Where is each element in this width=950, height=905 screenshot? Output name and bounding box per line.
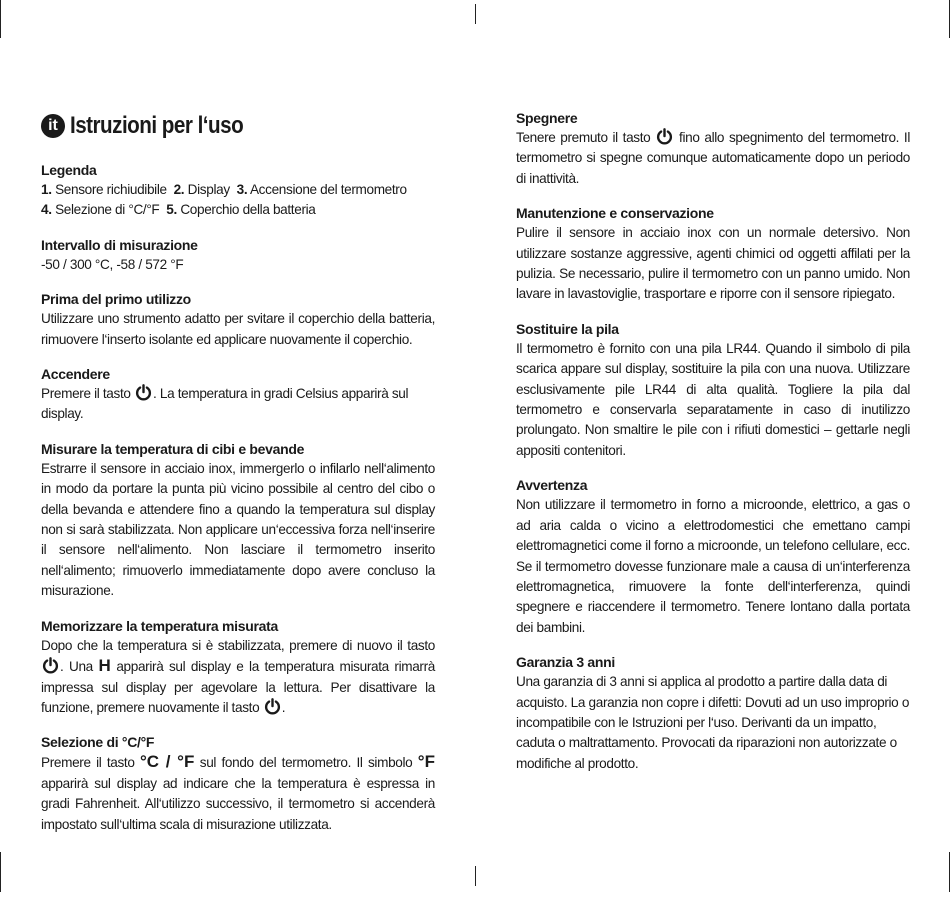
first-use-text: Utilizzare uno strumento adatto per svitare il coperchio della batteria, rimuovere l‘inserto isolante ed applicare nuovamente il coperchio.	[41, 311, 435, 347]
memory-text-b: . Una	[60, 659, 93, 675]
section-measure	[41, 439, 435, 602]
battery-heading: Sostituire la pila	[516, 320, 619, 337]
power-icon	[656, 128, 673, 145]
section-warning	[516, 475, 910, 638]
memory-text	[41, 636, 435, 719]
unit-select-heading: Selezione di °C/°F	[41, 734, 155, 751]
power-on-text	[41, 384, 435, 425]
section-first-use	[41, 289, 435, 350]
unit-select-text-b: sul fondo del termometro. Il simbolo	[199, 755, 413, 771]
warning-heading: Avvertenza	[516, 477, 588, 494]
warning-text: Non utilizzare il termometro in forno a microonde, elettrico, a gas o ad aria calda o vicino a elettrodomestici che emettano campi elettromagnetici come il forno a microonde, un telefono cellulare, ecc. Se il termometro dovesse funzionare male a causa di un‘interferenza elettromagnetica, rimuovere la fonte dell‘interferenza, quindi spegnere e riaccendere il termometro. Tenere lontano dalla portata dei bambini.	[516, 497, 910, 635]
section-battery	[516, 319, 910, 461]
language-badge-icon: it	[41, 114, 65, 138]
section-maintenance	[516, 203, 910, 305]
right-column	[516, 108, 910, 774]
power-on-text-a: Premere il tasto	[41, 386, 131, 402]
section-power-on	[41, 364, 435, 425]
fahrenheit-symbol-icon: °F	[417, 752, 435, 772]
legend-label-3: Accensione del termometro	[249, 182, 407, 197]
maintenance-text: Pulire il sensore in acciaio inox con un normale detersivo. Non utilizzare sostanze aggressive, agenti chimici od oggetti affilati per la pulizia. Se necessario, pulire il termometro con un panno umido. Non lavare in lavastoviglie, trasportare e riporre con il sensore ripiegato.	[516, 225, 910, 302]
legend-heading: Legenda	[41, 162, 97, 178]
section-range	[41, 235, 435, 275]
maintenance-heading: Manutenzione e conservazione	[516, 205, 714, 222]
unit-select-text-c: apparirà sul display ad indicare che la temperatura è espressa in gradi Fahrenheit. All‘utilizzo successivo, il termometro si accenderà impostato sull‘ultima scala di misurazione utilizzata.	[41, 775, 435, 832]
measure-text: Estrarre il sensore in acciaio inox, immergerlo o infilarlo nell‘alimento in modo da portare la punta più vicino possibile al centro del cibo o della bevanda e attendere fino a quando la temperatura sul display non si sarà stabilizzata. Non applicare un‘eccessiva forza nell‘inserire il sensore nell‘alimento. Non lasciare il termometro inserito nell‘alimento; rimuoverlo immediatamente dopo avere concluso la misurazione.	[41, 460, 435, 599]
page-title	[41, 110, 435, 142]
unit-select-text-a: Premere il tasto	[41, 755, 135, 771]
left-column	[41, 108, 435, 835]
measure-heading: Misurare la temperatura di cibi e bevande	[41, 440, 305, 457]
section-unit-select	[41, 732, 435, 835]
power-off-text-a: Tenere premuto il tasto	[516, 130, 651, 145]
legend-label-1: Sensore richiudibile	[55, 182, 167, 197]
legend-label-2: Display	[187, 182, 230, 197]
power-off-text	[516, 128, 910, 189]
crop-mark-top	[475, 4, 476, 24]
power-icon	[42, 657, 59, 674]
crop-mark-left-bottom	[0, 852, 1, 892]
unit-toggle-icon: °C / °F	[139, 752, 195, 772]
power-off-heading: Spegnere	[516, 110, 578, 126]
power-icon	[135, 384, 152, 401]
section-memory	[41, 616, 435, 719]
title-text: Istruzioni per l‘uso	[70, 112, 244, 139]
power-off-text-b: fino allo spegnimento del termometro. Il termometro si spegne comunque automaticamente dopo un periodo di inattività.	[516, 130, 910, 186]
legend-num-3: 3.	[236, 182, 248, 197]
section-warranty	[516, 652, 910, 774]
memory-text-c: apparirà sul display e la temperatura misurata rimarrà impressa sul display per agevolare la lettura. Per disattivare la funzione, premere nuovamente il tasto	[41, 659, 435, 715]
memory-heading: Memorizzare la temperatura misurata	[41, 617, 278, 634]
power-on-heading: Accendere	[41, 366, 110, 383]
legend-num-5: 5.	[166, 202, 177, 218]
memory-text-a: Dopo che la temperatura si è stabilizzata, premere di nuovo il tasto	[41, 637, 435, 653]
legend-num-4: 4.	[41, 202, 52, 218]
range-text: -50 / 300 °C, -58 / 572 °F	[41, 256, 184, 272]
range-heading: Intervallo di misurazione	[41, 236, 198, 253]
crop-mark-left-top	[0, 0, 1, 38]
warranty-text: Una garanzia di 3 anni si applica al prodotto a partire dalla data di acquisto. La garanzia non copre i difetti: Dovuti ad un uso improprio o incompatibile con le Istruzioni per l‘uso. Derivanti da un impatto, caduta o maltrattamento. Provocati da riparazioni non autorizzate o modifiche al prodotto.	[516, 674, 910, 771]
unit-select-text	[41, 752, 435, 835]
first-use-heading: Prima del primo utilizzo	[41, 291, 191, 308]
legend-num-2: 2.	[173, 182, 185, 197]
memory-text-d: .	[281, 699, 286, 715]
legend-label-4: Selezione di °C/°F	[55, 202, 160, 218]
legend-label-5: Coperchio della batteria	[180, 202, 316, 218]
hold-symbol-icon: H	[98, 656, 111, 676]
warranty-heading: Garanzia 3 anni	[516, 654, 615, 671]
section-legend	[41, 160, 435, 221]
battery-text: Il termometro è fornito con una pila LR44. Quando il simbolo di pila scarica appare sul display, sostituire la pila con una nuova. Utilizzare esclusivamente pile LR44 di alta qualità. Togliere la pila dal termometro e conservarla separatamente in caso di inutilizzo prolungato. Non smaltire le pile con i rifiuti domestici – gettarle negli appositi contenitori.	[516, 340, 910, 458]
legend-list	[41, 180, 435, 221]
power-icon	[264, 698, 281, 715]
power-on-text-b: . La temperatura in gradi Celsius apparirà sul display.	[41, 386, 409, 422]
section-power-off	[516, 108, 910, 189]
legend-num-1: 1.	[41, 182, 52, 197]
crop-mark-bottom	[475, 866, 476, 886]
